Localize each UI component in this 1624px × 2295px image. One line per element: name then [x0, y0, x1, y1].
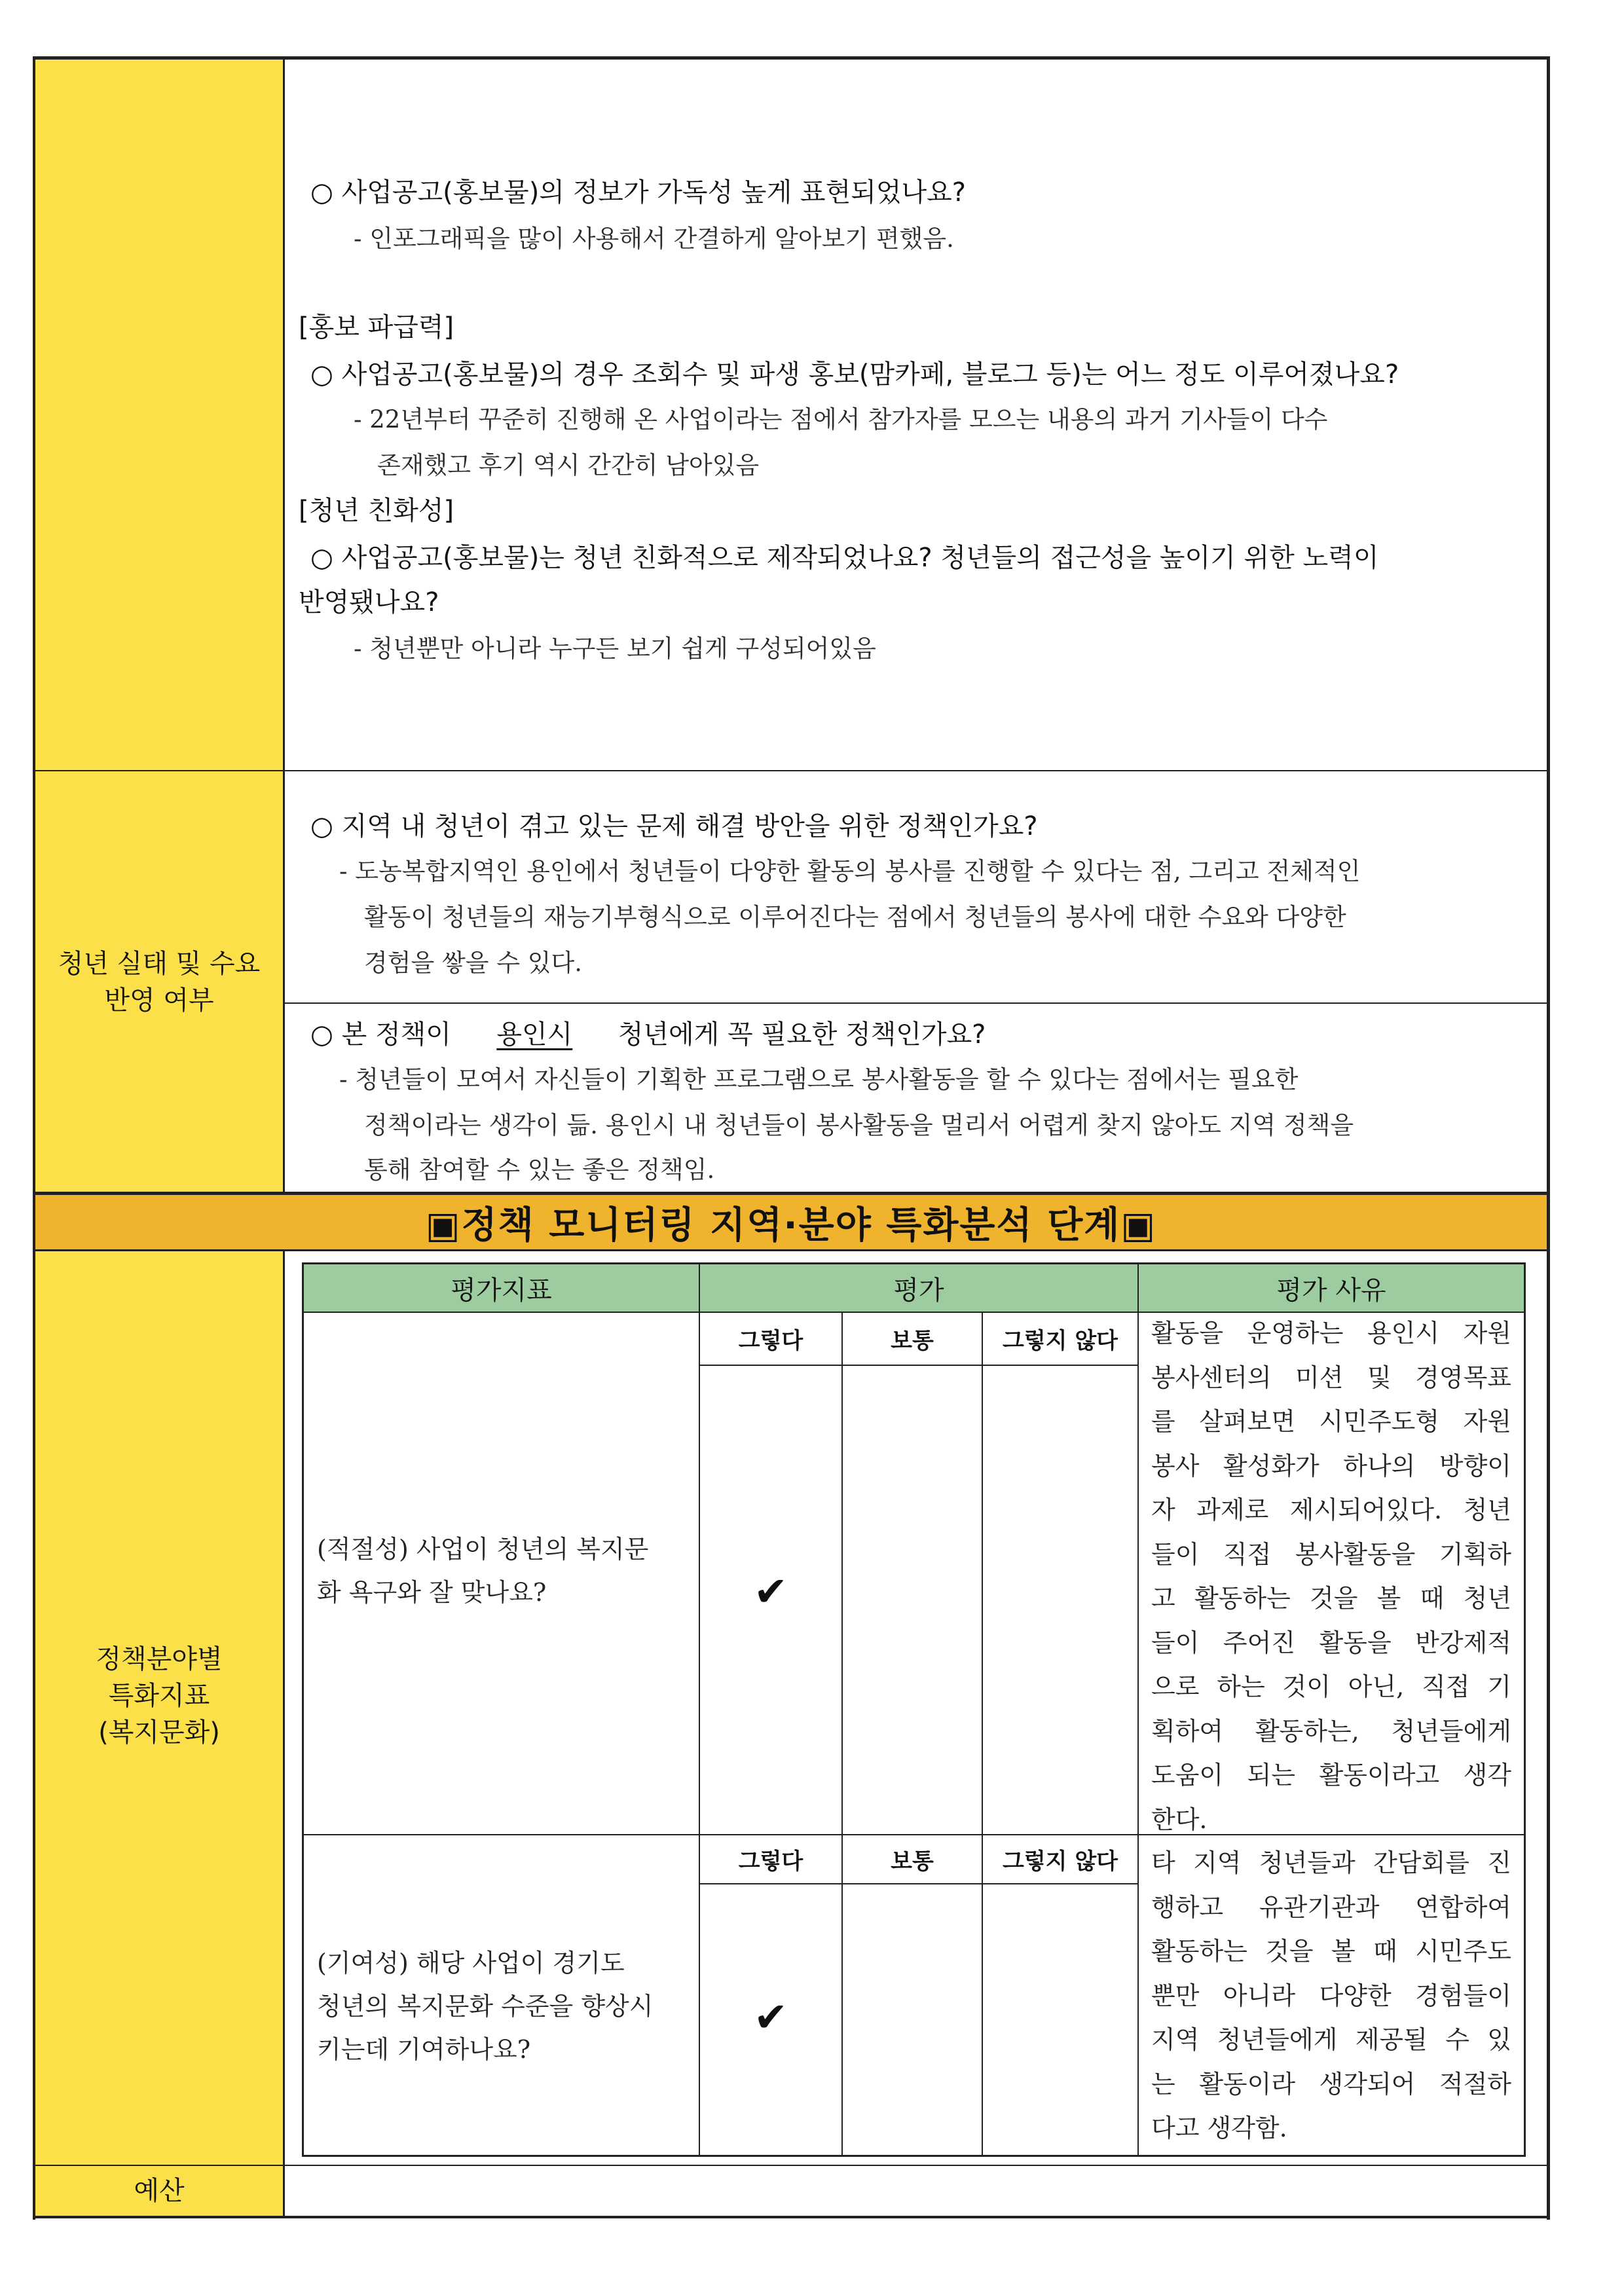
question-necessity-region: 용인시: [496, 1019, 573, 1050]
reason-line: 다고 생각함.: [1151, 2114, 1287, 2142]
question-youth-friendliness-2: 반영됐나요?: [299, 587, 439, 617]
indicator-contribution-line2: 청년의 복지문화 수준을 향상시: [317, 1992, 654, 2021]
table-reason-divider: [1137, 1262, 1139, 2157]
scale-neutral-label: 보통: [891, 1328, 934, 1354]
answer-local-problem-1: - 도농복합지역인 용인에서 청년들이 다양한 활동의 봉사를 진행할 수 있다는 점, 그리고 전체적인: [339, 857, 1361, 885]
answer-necessity-2: 정책이라는 생각이 듦. 용인시 내 청년들이 봉사활동을 멀리서 어렵게 찾지 않아도 지역 정책을: [364, 1111, 1354, 1139]
question-promotion-spread: ○ 사업공고(홍보물)의 경우 조회수 및 파생 홍보(맘카페, 블로그 등)는 어느 정도 이루어졌나요?: [310, 359, 1399, 390]
table-right-line: [1524, 1262, 1526, 2157]
scale-yes-row1: [700, 1313, 841, 1365]
label-policy-field-indicator: [35, 1624, 283, 1768]
answer-youth-friendliness: - 청년뿐만 아니라 누구든 보기 쉽게 구성되어있음: [354, 634, 876, 663]
reason-line: 활동하는 것을 볼 때 시민주도: [1151, 1937, 1511, 1966]
question-youth-friendliness-1: ○ 사업공고(홍보물)는 청년 친화적으로 제작되었나요? 청년들의 접근성을 높이기 위한 노력이: [310, 543, 1379, 573]
indicator-appropriateness-line1: (적절성) 사업이 청년의 복지문: [317, 1535, 649, 1564]
reason-line: 타 지역 청년들과 간담회를 진: [1151, 1848, 1511, 1877]
table-left-line: [302, 1262, 304, 2157]
reason-line: 봉사센터의 미션 및 경영목표: [1151, 1363, 1511, 1392]
scale-divider-1-row1: [841, 1312, 843, 1834]
answer-promotion-spread-2: 존재했고 후기 역시 간간히 남아있음: [377, 451, 760, 479]
scale-neutral-row2: [843, 1835, 982, 1883]
section-title: ▣정책 모니터링 지역·분야 특화분석 단계▣: [425, 1204, 1157, 1247]
question-local-problem: ○ 지역 내 청년이 겪고 있는 문제 해결 방안을 위한 정책인가요?: [310, 811, 1038, 841]
reason-line: 자 과제로 제시되어있다. 청년: [1151, 1496, 1511, 1524]
check-icon: ✔: [754, 1992, 788, 2041]
answer-necessity-3: 통해 참여할 수 있는 좋은 정책임.: [364, 1156, 715, 1184]
reason-line: 지역 청년들에게 제공될 수 있: [1151, 2025, 1511, 2054]
scale-divider-2-row1: [982, 1312, 983, 1834]
header-reason: [1138, 1264, 1524, 1312]
reason-line: 봉사 활성화가 하나의 방향이: [1151, 1451, 1511, 1480]
check-mark-yes-row1: [700, 1558, 841, 1624]
reason-line: 으로 하는 것이 아닌, 직접 기: [1151, 1672, 1511, 1701]
table-top-line: [303, 1262, 1526, 1264]
header-indicator-text: 평가지표: [451, 1275, 552, 1306]
reason-line: 는 활동이라 생각되어 적절하: [1151, 2069, 1511, 2099]
header-indicator: [303, 1264, 699, 1312]
label-budget: [35, 2166, 283, 2216]
reason-line: 한다.: [1151, 1805, 1208, 1834]
answer-readability: - 인포그래픽을 많이 사용해서 간결하게 알아보기 편했음.: [354, 225, 954, 253]
heading-promotion-spread: [홍보 파급력]: [299, 312, 454, 342]
indicator-contribution-line3: 키는데 기여하나요?: [317, 2035, 531, 2064]
question-necessity: [310, 1014, 986, 1051]
question-readability: ○ 사업공고(홍보물)의 정보가 가독성 높게 표현되었나요?: [310, 177, 966, 208]
reason-line: 획하여 활동하는, 청년들에게: [1151, 1716, 1511, 1746]
scale-header-line-row1: [699, 1365, 1138, 1366]
reason-line: 활동을 운영하는 용인시 자원: [1151, 1319, 1511, 1348]
header-reason-text: 평가 사유: [1276, 1275, 1386, 1306]
question-necessity-suffix: 청년에게 꼭 필요한 정책인가요?: [618, 1019, 986, 1050]
label-youth-needs-line1: 청년 실태 및 수요: [58, 949, 261, 979]
reason-line: 를 살펴보면 시민주도형 자원: [1151, 1407, 1511, 1436]
label-youth-needs-line2: 반영 여부: [104, 985, 214, 1016]
section-title-band: [35, 1195, 1547, 1250]
question-necessity-prefix: ○ 본 정책이: [310, 1019, 451, 1050]
header-evaluation: [699, 1264, 1138, 1312]
scale-yes-label: 그렇다: [738, 1848, 803, 1875]
label-youth-needs: [35, 771, 283, 1193]
indicator-contribution: [317, 1941, 693, 2071]
label-policy-field-line3: (복지문화): [98, 1717, 220, 1748]
reason-line: 들이 주어진 활동을 반강제적: [1151, 1628, 1511, 1657]
frame-top: [34, 56, 1549, 60]
indicator-appropriateness-line2: 화 욕구와 잘 맞나요?: [317, 1578, 547, 1607]
scale-no-row2: [983, 1835, 1137, 1883]
header-evaluation-text: 평가: [893, 1275, 944, 1306]
indicator-appropriateness: [317, 1528, 693, 1614]
scale-yes-row2: [700, 1835, 841, 1883]
scale-header-line-row2: [699, 1883, 1138, 1884]
frame-right: [1547, 56, 1550, 2220]
scale-no-label: 그렇지 않다: [1002, 1328, 1118, 1354]
scale-yes-label: 그렇다: [738, 1328, 803, 1354]
label-policy-field-line1: 정책분야별: [96, 1644, 223, 1674]
scale-no-label: 그렇지 않다: [1002, 1848, 1118, 1875]
reason-line: 들이 직접 봉사활동을 기획하: [1151, 1539, 1511, 1569]
frame-bottom: [34, 2216, 1549, 2218]
reason-line: 뿐만 아니라 다양한 경험들이: [1151, 1981, 1511, 2010]
check-icon: ✔: [754, 1567, 788, 1615]
indicator-contribution-line1: (기여성) 해당 사업이 경기도: [317, 1949, 625, 1977]
scale-neutral-row1: [843, 1313, 982, 1365]
answer-necessity-1: - 청년들이 모여서 자신들이 기획한 프로그램으로 봉사활동을 할 수 있다는 점에서는 필요한: [339, 1065, 1299, 1093]
reason-appropriateness: [1151, 1312, 1511, 1842]
reason-line: 고 활동하는 것을 볼 때 청년: [1151, 1584, 1511, 1613]
reason-line: 행하고 유관기관과 연합하여: [1151, 1892, 1511, 1922]
row-divider-2: [284, 1002, 1548, 1004]
answer-local-problem-3: 경험을 쌓을 수 있다.: [364, 949, 582, 977]
answer-local-problem-2: 활동이 청년들의 재능기부형식으로 이루어진다는 점에서 청년들의 봉사에 대한 수요와 다양한: [364, 903, 1346, 931]
heading-youth-friendliness: [청년 친화성]: [299, 496, 454, 526]
reason-line: 도움이 되는 활동이라고 생각: [1151, 1761, 1511, 1790]
answer-promotion-spread-1: - 22년부터 꾸준히 진행해 온 사업이라는 점에서 참가자를 모으는 내용의 과거 기사들이 다수: [354, 405, 1328, 433]
check-mark-yes-row2: [700, 1984, 841, 2049]
column-divider-top: [283, 58, 285, 1194]
table-bottom-line: [303, 2155, 1526, 2157]
scale-neutral-label: 보통: [891, 1848, 934, 1875]
column-divider-bottom: [283, 1251, 285, 2217]
scale-no-row1: [983, 1313, 1137, 1365]
reason-contribution: [1151, 1841, 1511, 2151]
label-budget-text: 예산: [134, 2176, 185, 2206]
label-policy-field-line2: 특화지표: [108, 1681, 210, 1711]
